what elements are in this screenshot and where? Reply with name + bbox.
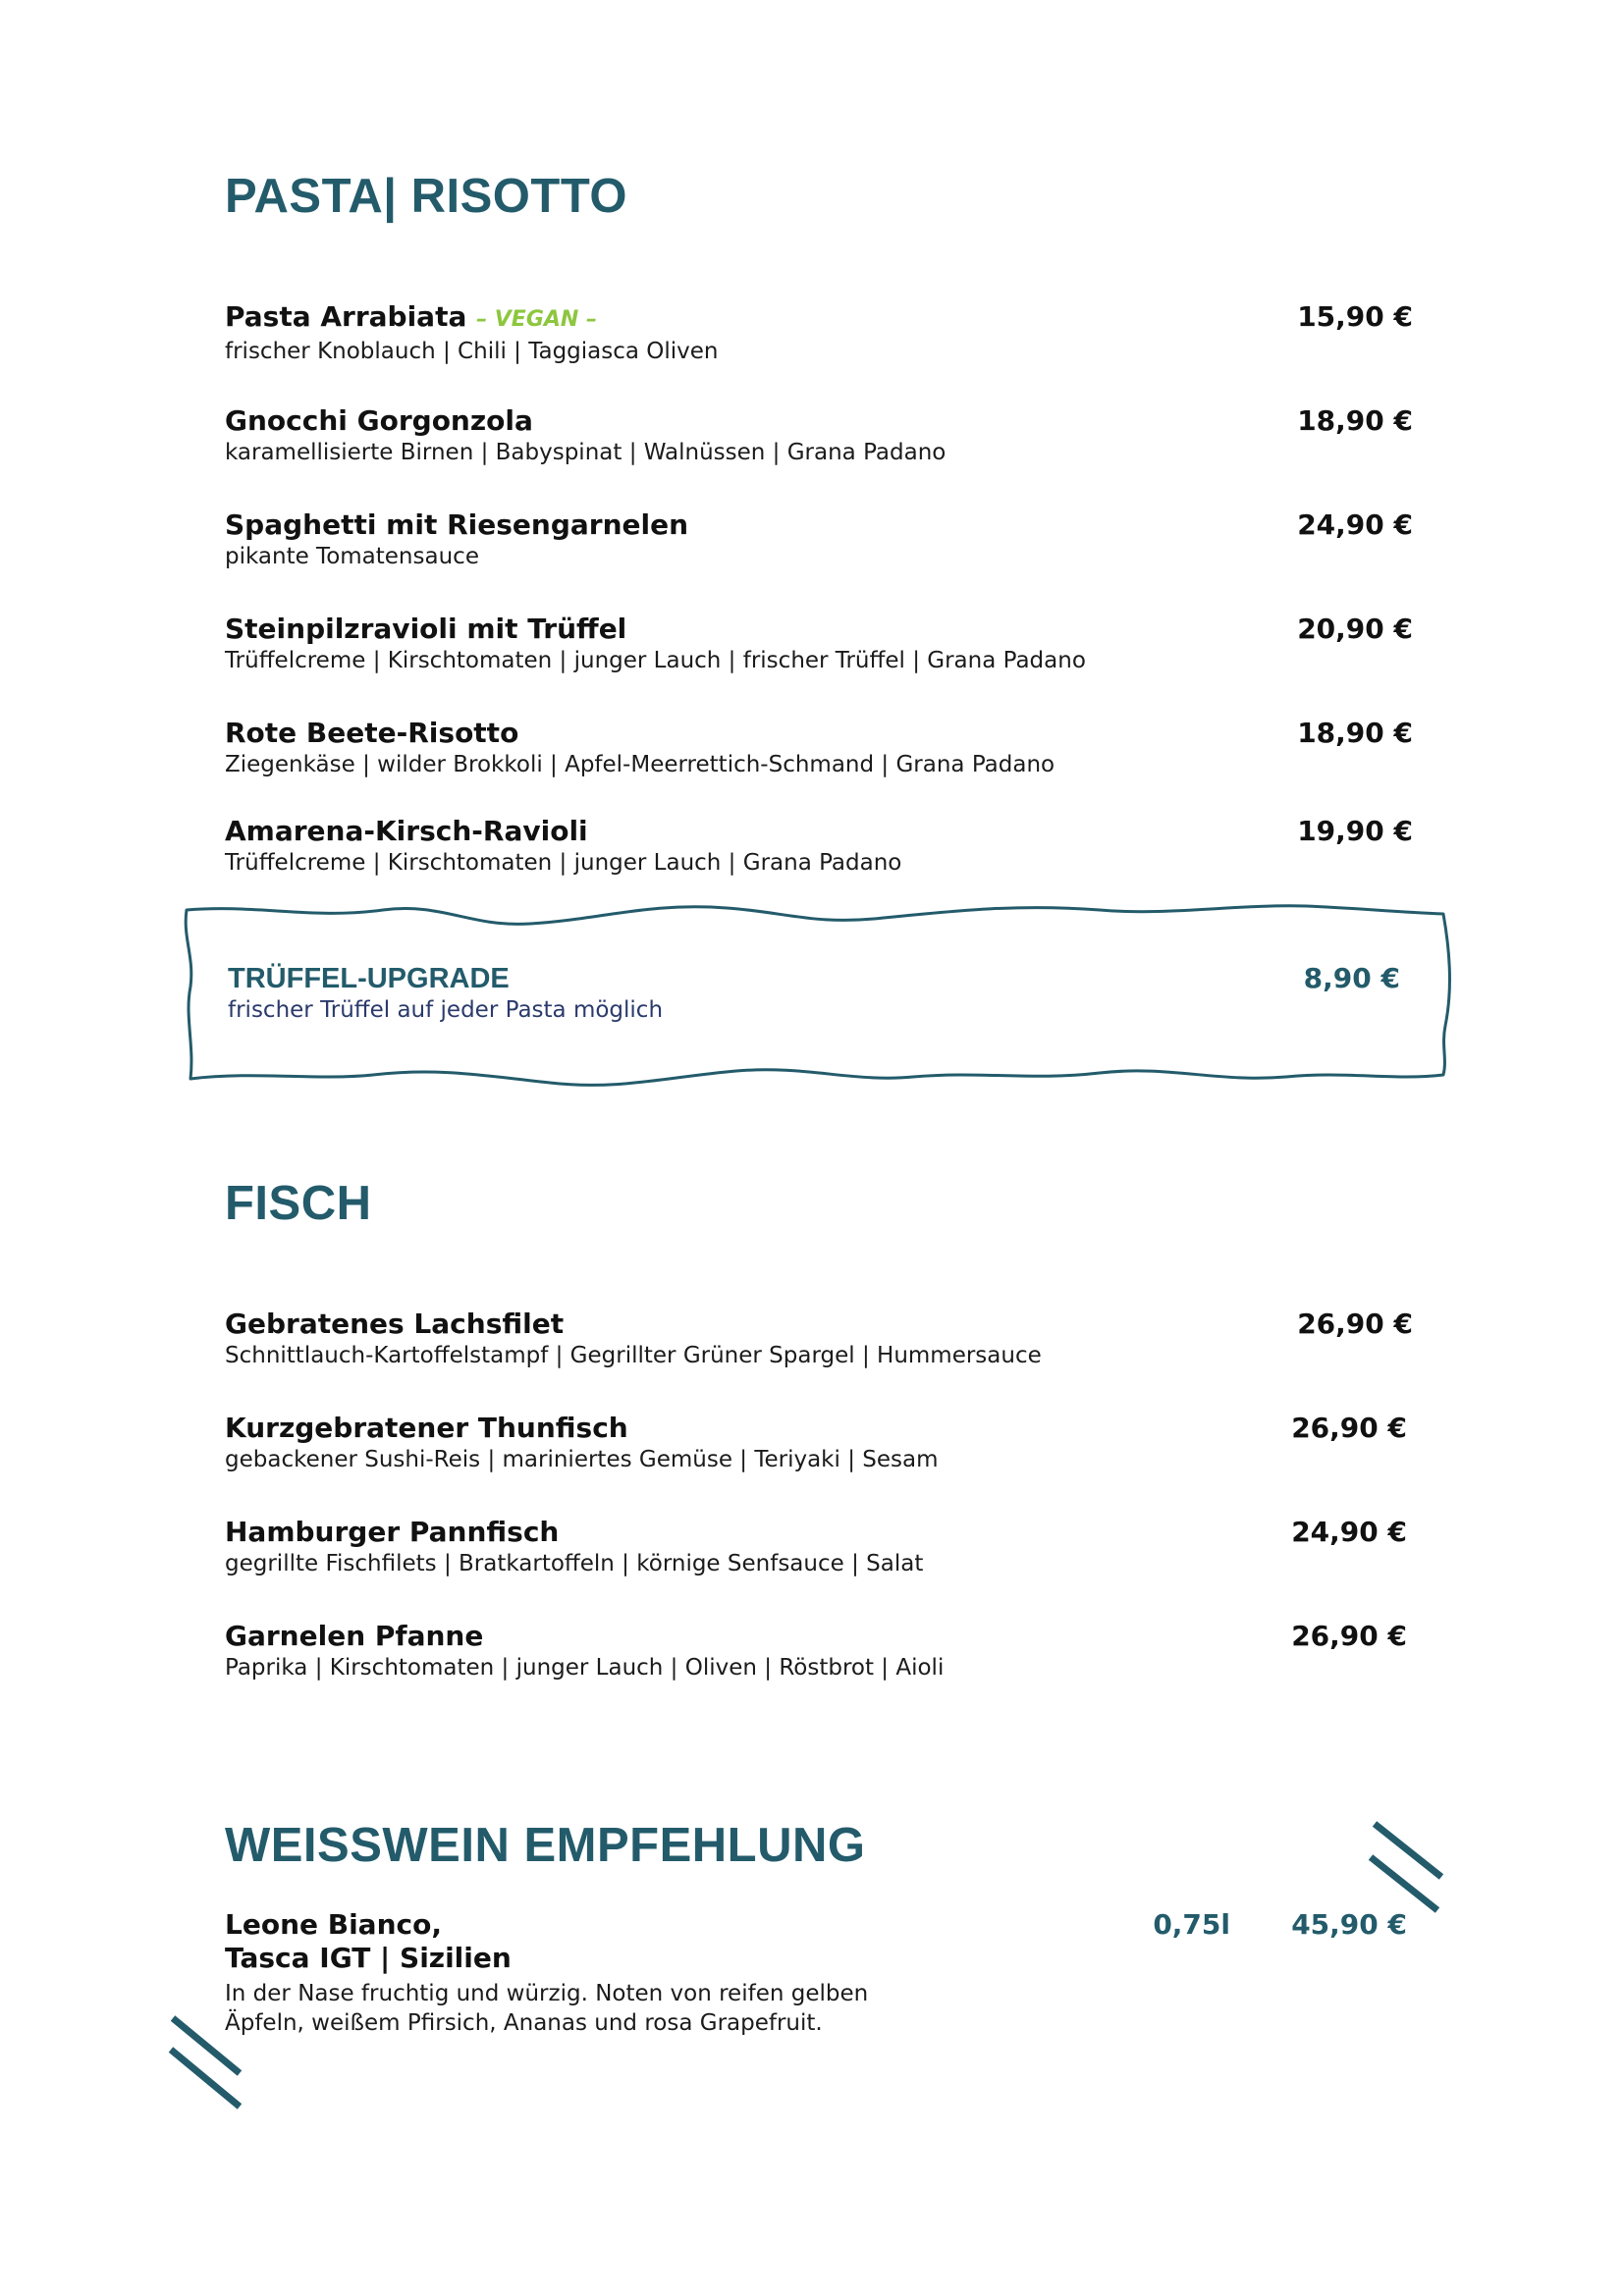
wine-item: [225, 1908, 1407, 2038]
item-name: Hamburger Pannfisch: [225, 1516, 560, 1548]
item-description: karamellisierte Birnen | Babyspinat | Walnüssen | Grana Padano: [225, 440, 947, 465]
item-name: Pasta Arrabiata: [225, 300, 467, 333]
item-description: gegrillte Fischfilets | Bratkartoffeln | körnige Senfsauce | Salat: [225, 1551, 924, 1576]
menu-item: [225, 300, 1413, 366]
menu-item: [225, 404, 1413, 467]
item-price: 18,90 €: [1297, 717, 1413, 749]
double-slash-icon: [1365, 1816, 1453, 1924]
item-description: Ziegenkäse | wilder Brokkoli | Apfel-Meerrettich-Schmand | Grana Padano: [225, 752, 1055, 777]
item-name: Gebratenes Lachsfilet: [225, 1308, 565, 1340]
menu-item: [225, 1516, 1407, 1578]
item-price: 18,90 €: [1297, 404, 1413, 437]
item-price: 24,90 €: [1291, 1516, 1407, 1548]
item-description: Paprika | Kirschtomaten | junger Lauch | Oliven | Röstbrot | Aioli: [225, 1655, 945, 1681]
item-description: Trüffelcreme | Kirschtomaten | junger Lauch | Grana Padano: [225, 850, 902, 876]
wine-name-line1: Leone Bianco,: [225, 1908, 442, 1941]
item-price: 24,90 €: [1297, 508, 1413, 541]
upgrade-price: 8,90 €: [1303, 962, 1400, 994]
menu-item: [225, 1620, 1407, 1682]
upgrade-description: frischer Trüffel auf jeder Pasta möglich: [228, 997, 664, 1023]
item-name: Spaghetti mit Riesengarnelen: [225, 508, 689, 541]
section-heading-pasta: PASTA| RISOTTO: [225, 170, 628, 223]
wine-price: 45,90 €: [1291, 1908, 1407, 1941]
menu-item: [225, 508, 1413, 571]
item-price: 26,90 €: [1291, 1412, 1407, 1444]
item-description: gebackener Sushi-Reis | mariniertes Gemüse | Teriyaki | Sesam: [225, 1447, 939, 1472]
double-slash-icon: [165, 2008, 253, 2116]
vegan-tag: – VEGAN –: [476, 307, 597, 332]
menu-item: [225, 717, 1413, 779]
item-price: 20,90 €: [1297, 613, 1413, 645]
section-heading-fisch: FISCH: [225, 1177, 372, 1230]
upgrade-title: TRÜFFEL-UPGRADE: [228, 963, 510, 994]
menu-item: [225, 815, 1413, 878]
item-name: Amarena-Kirsch-Ravioli: [225, 815, 588, 847]
item-price: 26,90 €: [1297, 1308, 1413, 1340]
truffle-upgrade: [228, 962, 1400, 1025]
item-name: Gnocchi Gorgonzola: [225, 404, 533, 437]
item-name: Kurzgebratener Thunfisch: [225, 1412, 628, 1444]
item-description: Schnittlauch-Kartoffelstampf | Gegrillter Grüner Spargel | Hummersauce: [225, 1343, 1042, 1368]
item-name: Garnelen Pfanne: [225, 1620, 484, 1652]
item-description: Trüffelcreme | Kirschtomaten | junger Lauch | frischer Trüffel | Grana Padano: [225, 648, 1086, 673]
item-price: 15,90 €: [1297, 300, 1413, 333]
item-price: 19,90 €: [1297, 815, 1413, 847]
menu-item: [225, 1412, 1407, 1474]
item-description: pikante Tomatensauce: [225, 544, 479, 569]
wine-description-line2: Äpfeln, weißem Pfirsich, Ananas und rosa Grapefruit.: [225, 2010, 823, 2036]
item-name: Steinpilzravioli mit Trüffel: [225, 613, 627, 645]
item-price: 26,90 €: [1291, 1620, 1407, 1652]
section-heading-wein: WEISSWEIN EMPFEHLUNG: [225, 1819, 866, 1872]
wine-name-line2: Tasca IGT | Sizilien: [225, 1942, 512, 1974]
menu-item: [225, 1308, 1413, 1370]
item-description: frischer Knoblauch | Chili | Taggiasca Oliven: [225, 339, 719, 364]
wine-volume: 0,75l: [1153, 1908, 1230, 1941]
wine-description-line1: In der Nase fruchtig und würzig. Noten von reifen gelben: [225, 1981, 869, 2006]
item-name: Rote Beete-Risotto: [225, 717, 519, 749]
menu-item: [225, 613, 1413, 675]
